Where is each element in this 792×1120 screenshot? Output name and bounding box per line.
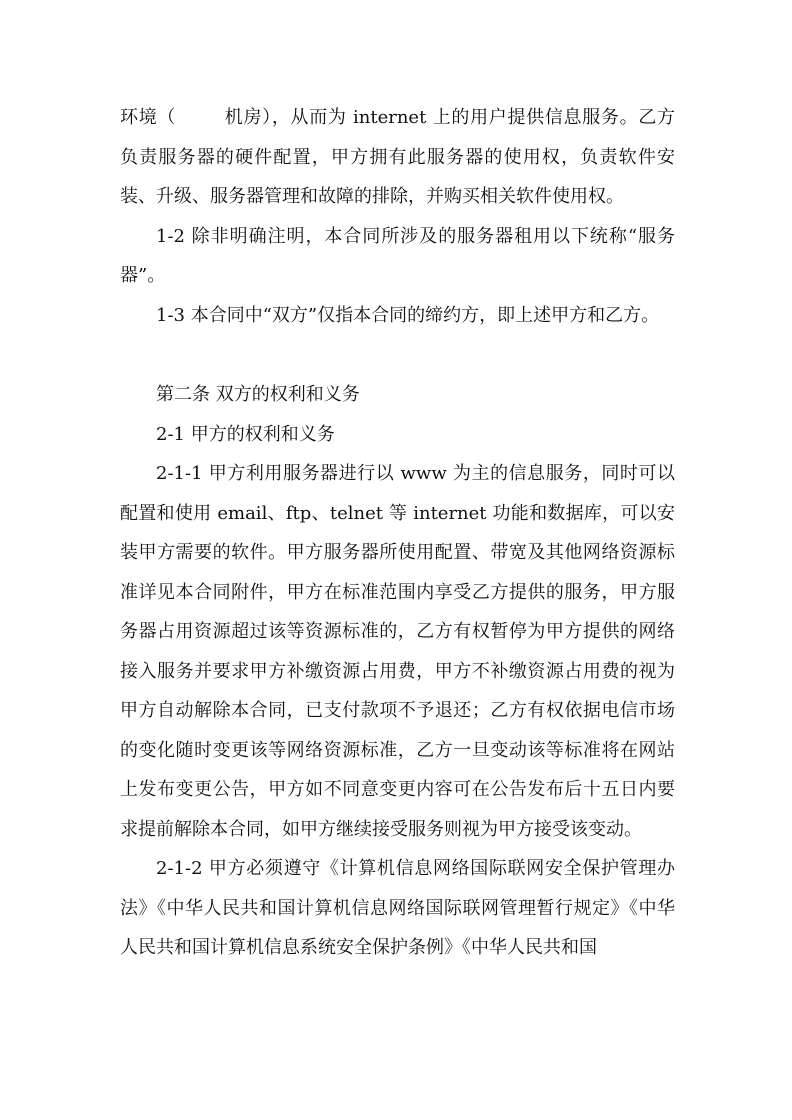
paragraph-text-rest: 机房），从而为 internet 上的用户提供信息服务。乙方负责服务器的硬件配置，甲方拥有此服务器的使用权，负责软件安装、升级、服务器管理和故障的排除，并购买相关软件使用权。 — [120, 107, 676, 207]
clause-1-2: 1-2 除非明确注明，本合同所涉及的服务器租用以下统称“服务器”。 — [120, 225, 675, 286]
clause-2-1-2: 2-1-2 甲方必须遵守《计算机信息网络国际联网安全保护管理办法》《中华人民共和国计算机信息网络国际联网管理暂行规定》《中华人民共和国计算机信息系统安全保护条例》《中华人民共和国 — [120, 858, 675, 958]
section-title-article-2: 第二条 双方的权利和义务 — [156, 384, 360, 405]
document-body — [120, 98, 675, 968]
clause-2-1-1: 2-1-1 甲方利用服务器进行以 www 为主的信息服务，同时可以配置和使用 email、ftp、telnet 等 internet 功能和数据库，可以安装甲方需要的软件。甲方服务器所使用配置、带宽及其他网络资源标准详见本合同附件，甲方在标准范围内享受乙方提供的服务，甲方服务器占用资源超过该等资源标准的，乙方有权暂停为甲方提供的网络接入服务并要求甲方补缴资源占用费，甲方不补缴资源占用费的视为甲方自动解除本合同，已支付款项不予退还；乙方有权依据电信市场的变化随时变更该等网络资源标准，乙方一旦变动该等标准将在网站上发布变更公告，甲方如不同意变更内容可在公告发布后十五日内要求提前解除本合同，如甲方继续接受服务则视为甲方接受该变动。 — [120, 463, 675, 840]
clause-1-3: 1-3 本合同中“双方”仅指本合同的缔约方，即上述甲方和乙方。 — [156, 304, 660, 326]
paragraph-server-environment — [120, 98, 675, 217]
section-spacer — [120, 335, 675, 375]
subsection-title-2-1: 2-1 甲方的权利和义务 — [156, 423, 335, 445]
paragraph-text-start: 环境（ — [120, 107, 177, 128]
